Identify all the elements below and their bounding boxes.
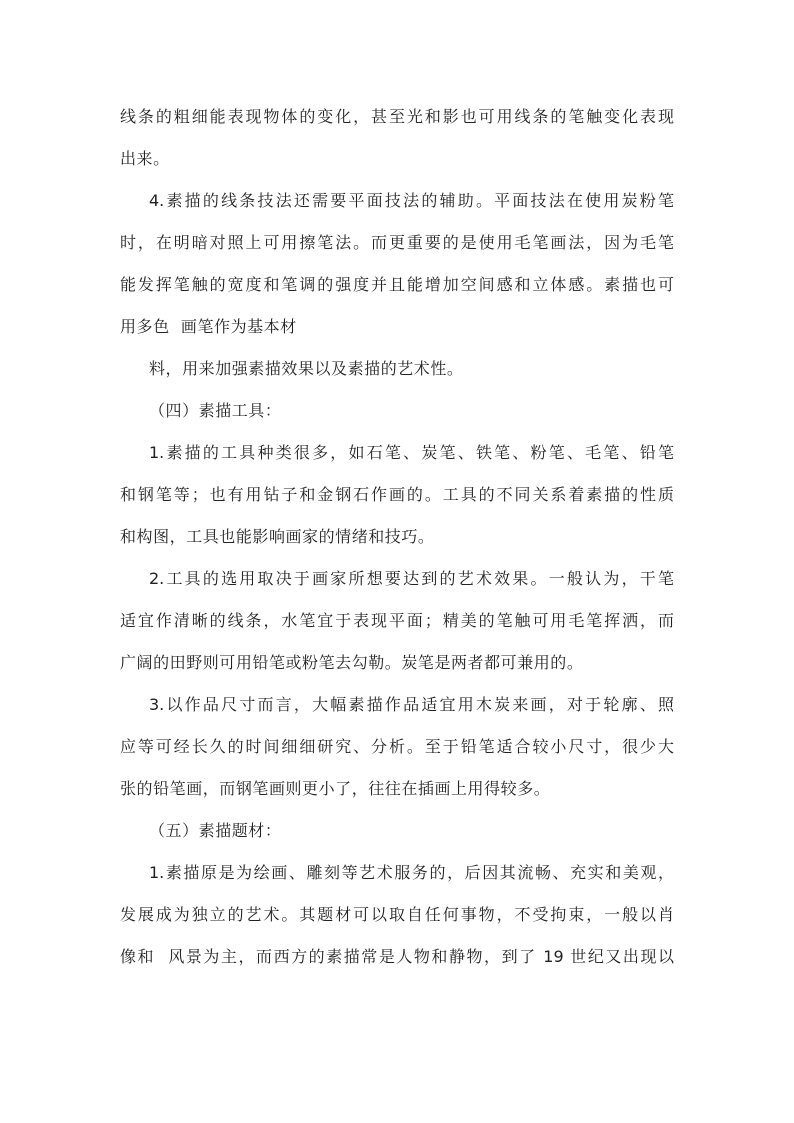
text-line: 1.素描的工具种类很多，如石笔、炭笔、铁笔、粉笔、毛笔、铅笔 xyxy=(149,443,674,462)
text-line: 广阔的田野则可用铅笔或粉笔去勾勒。炭笔是两者都可兼用的。 xyxy=(120,653,584,672)
text-line: 3.以作品尺寸而言，大幅素描作品适宜用木炭来画，对于轮廓、照 xyxy=(149,695,674,714)
text-line: 适宜作清晰的线条，水笔宜于表现平面；精美的笔触可用毛笔挥洒，而 xyxy=(120,611,674,630)
text-line: 线条的粗细能表现物体的变化，甚至光和影也可用线条的笔触变化表现 xyxy=(120,107,674,126)
text-line: 能发挥笔触的宽度和笔调的强度并且能增加空间感和立体感。素描也可 xyxy=(120,275,674,294)
text-line: 料，用来加强素描效果以及素描的艺术性。 xyxy=(149,359,464,378)
text-line: 和构图，工具也能影响画家的情绪和技巧。 xyxy=(120,527,435,546)
text-line: 出来。 xyxy=(120,149,170,168)
text-line: 张的铅笔画，而钢笔画则更小了，往往在插画上用得较多。 xyxy=(120,779,551,798)
text-line: 1.素描原是为绘画、雕刻等艺术服务的，后因其流畅、充实和美观， xyxy=(149,863,674,882)
text-line: 4.素描的线条技法还需要平面技法的辅助。平面技法在使用炭粉笔 xyxy=(149,191,674,210)
text-line: 和钢笔等；也有用钻子和金钢石作画的。工具的不同关系着素描的性质 xyxy=(120,485,674,504)
section-heading: （四）素描工具： xyxy=(149,401,282,420)
text-line: 像和 风景为主，而西方的素描常是人物和静物，到了 19 世纪又出现以 xyxy=(120,947,674,966)
text-line: 发展成为独立的艺术。其题材可以取自任何事物，不受拘束，一般以肖 xyxy=(120,905,674,924)
text-line: 用多色 画笔作为基本材 xyxy=(120,317,297,336)
text-line: 2.工具的选用取决于画家所想要达到的艺术效果。一般认为，干笔 xyxy=(149,569,674,588)
text-line: 时，在明暗对照上可用擦笔法。而更重要的是使用毛笔画法，因为毛笔 xyxy=(120,233,674,252)
section-heading: （五）素描题材： xyxy=(149,821,282,840)
text-line: 应等可经长久的时间细细研究、分析。至于铅笔适合较小尺寸，很少大 xyxy=(120,737,674,756)
